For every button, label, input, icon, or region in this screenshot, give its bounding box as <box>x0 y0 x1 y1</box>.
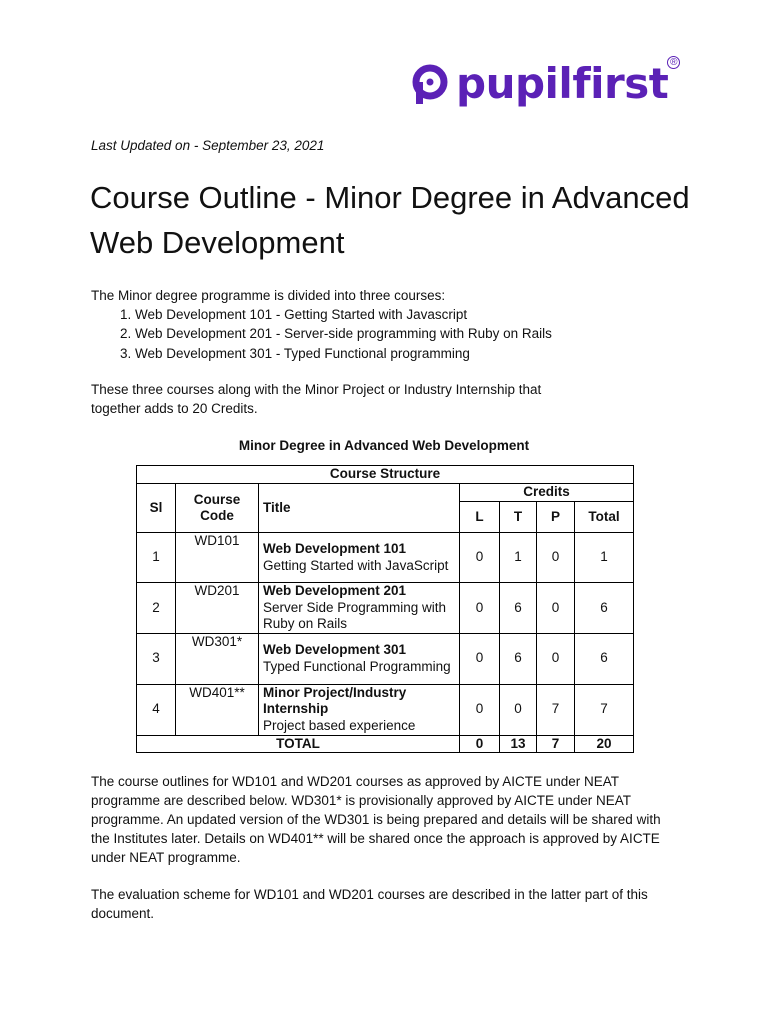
title-cell <box>259 533 460 583</box>
course-subtitle: Typed Functional Programming <box>263 658 451 674</box>
total-t: 13 <box>500 735 537 753</box>
total-cell: 6 <box>575 583 634 634</box>
list-item: 1. Web Development 101 - Getting Started with Javascript <box>135 305 552 324</box>
registered-mark: ® <box>667 56 680 69</box>
sl-cell: 4 <box>137 684 176 735</box>
t-cell: 6 <box>500 583 537 634</box>
list-item: 2. Web Development 201 - Server-side programming with Ruby on Rails <box>135 324 552 343</box>
total-total: 20 <box>575 735 634 753</box>
title-cell <box>259 583 460 634</box>
title-cell <box>259 684 460 735</box>
total-header: Total <box>575 502 634 533</box>
credits-header: Credits <box>460 484 634 502</box>
course-structure-table <box>136 465 634 753</box>
last-updated: Last Updated on - September 23, 2021 <box>91 138 325 153</box>
pupilfirst-logo <box>410 56 678 112</box>
l-cell: 0 <box>460 633 500 684</box>
l-cell: 0 <box>460 684 500 735</box>
p-cell: 0 <box>537 583 575 634</box>
p-cell: 0 <box>537 633 575 684</box>
p-cell: 7 <box>537 684 575 735</box>
sl-cell: 1 <box>137 533 176 583</box>
outline-paragraph: The course outlines for WD101 and WD201 courses as approved by AICTE under NEAT programme are described below. WD301* is provisionally approved by AICTE under NEAT programme. An updated version of the WD301 is being prepared and details will be shared with the Institutes later. Details on WD401** will be shared once the approach is approved by AICTE under NEAT programme. <box>91 774 661 865</box>
code-cell: WD401** <box>176 684 259 735</box>
table-row <box>137 633 634 684</box>
course-code-header: Course Code <box>176 484 259 533</box>
total-row <box>137 735 634 753</box>
table-row <box>137 583 634 634</box>
t-cell: 6 <box>500 633 537 684</box>
sl-header: Sl <box>137 484 176 533</box>
t-header: T <box>500 502 537 533</box>
title-header: Title <box>259 484 460 533</box>
total-p: 7 <box>537 735 575 753</box>
total-label: TOTAL <box>137 735 460 753</box>
l-cell: 0 <box>460 533 500 583</box>
t-cell: 0 <box>500 684 537 735</box>
t-cell: 1 <box>500 533 537 583</box>
title-cell <box>259 633 460 684</box>
table-row <box>137 533 634 583</box>
code-cell: WD201 <box>176 583 259 634</box>
l-cell: 0 <box>460 583 500 634</box>
sl-cell: 3 <box>137 633 176 684</box>
course-subtitle: Getting Started with JavaScript <box>263 557 449 573</box>
code-cell: WD301* <box>176 633 259 684</box>
course-subtitle: Server Side Programming with Ruby on Rails <box>263 599 447 631</box>
course-list <box>91 305 552 363</box>
p-cell: 0 <box>537 533 575 583</box>
evaluation-paragraph: The evaluation scheme for WD101 and WD201 courses are described in the latter part of this document. <box>91 887 648 921</box>
p-header: P <box>537 502 575 533</box>
course-title: Web Development 301 <box>263 642 407 657</box>
code-cell: WD101 <box>176 533 259 583</box>
course-title: Web Development 201 <box>263 583 407 598</box>
course-title: Minor Project/Industry Internship <box>263 684 407 717</box>
course-structure-header: Course Structure <box>137 466 634 484</box>
table-row <box>137 684 634 735</box>
total-l: 0 <box>460 735 500 753</box>
pupilfirst-logo-icon <box>410 62 450 106</box>
total-cell: 6 <box>575 633 634 684</box>
intro-text: The Minor degree programme is divided into three courses: <box>91 288 446 303</box>
total-cell: 7 <box>575 684 634 735</box>
list-item: 3. Web Development 301 - Typed Functional programming <box>135 344 552 363</box>
total-cell: 1 <box>575 533 634 583</box>
credits-summary: These three courses along with the Minor Project or Industry Internship that together adds to 20 Credits. <box>91 382 542 416</box>
brand-name: pupilfirst <box>456 59 669 108</box>
course-subtitle: Project based experience <box>263 717 416 733</box>
l-header: L <box>460 502 500 533</box>
table-caption: Minor Degree in Advanced Web Development <box>238 438 530 453</box>
sl-cell: 2 <box>137 583 176 634</box>
course-title: Web Development 101 <box>263 541 407 556</box>
page-title: Course Outline - Minor Degree in Advanced Web Development <box>90 180 690 260</box>
